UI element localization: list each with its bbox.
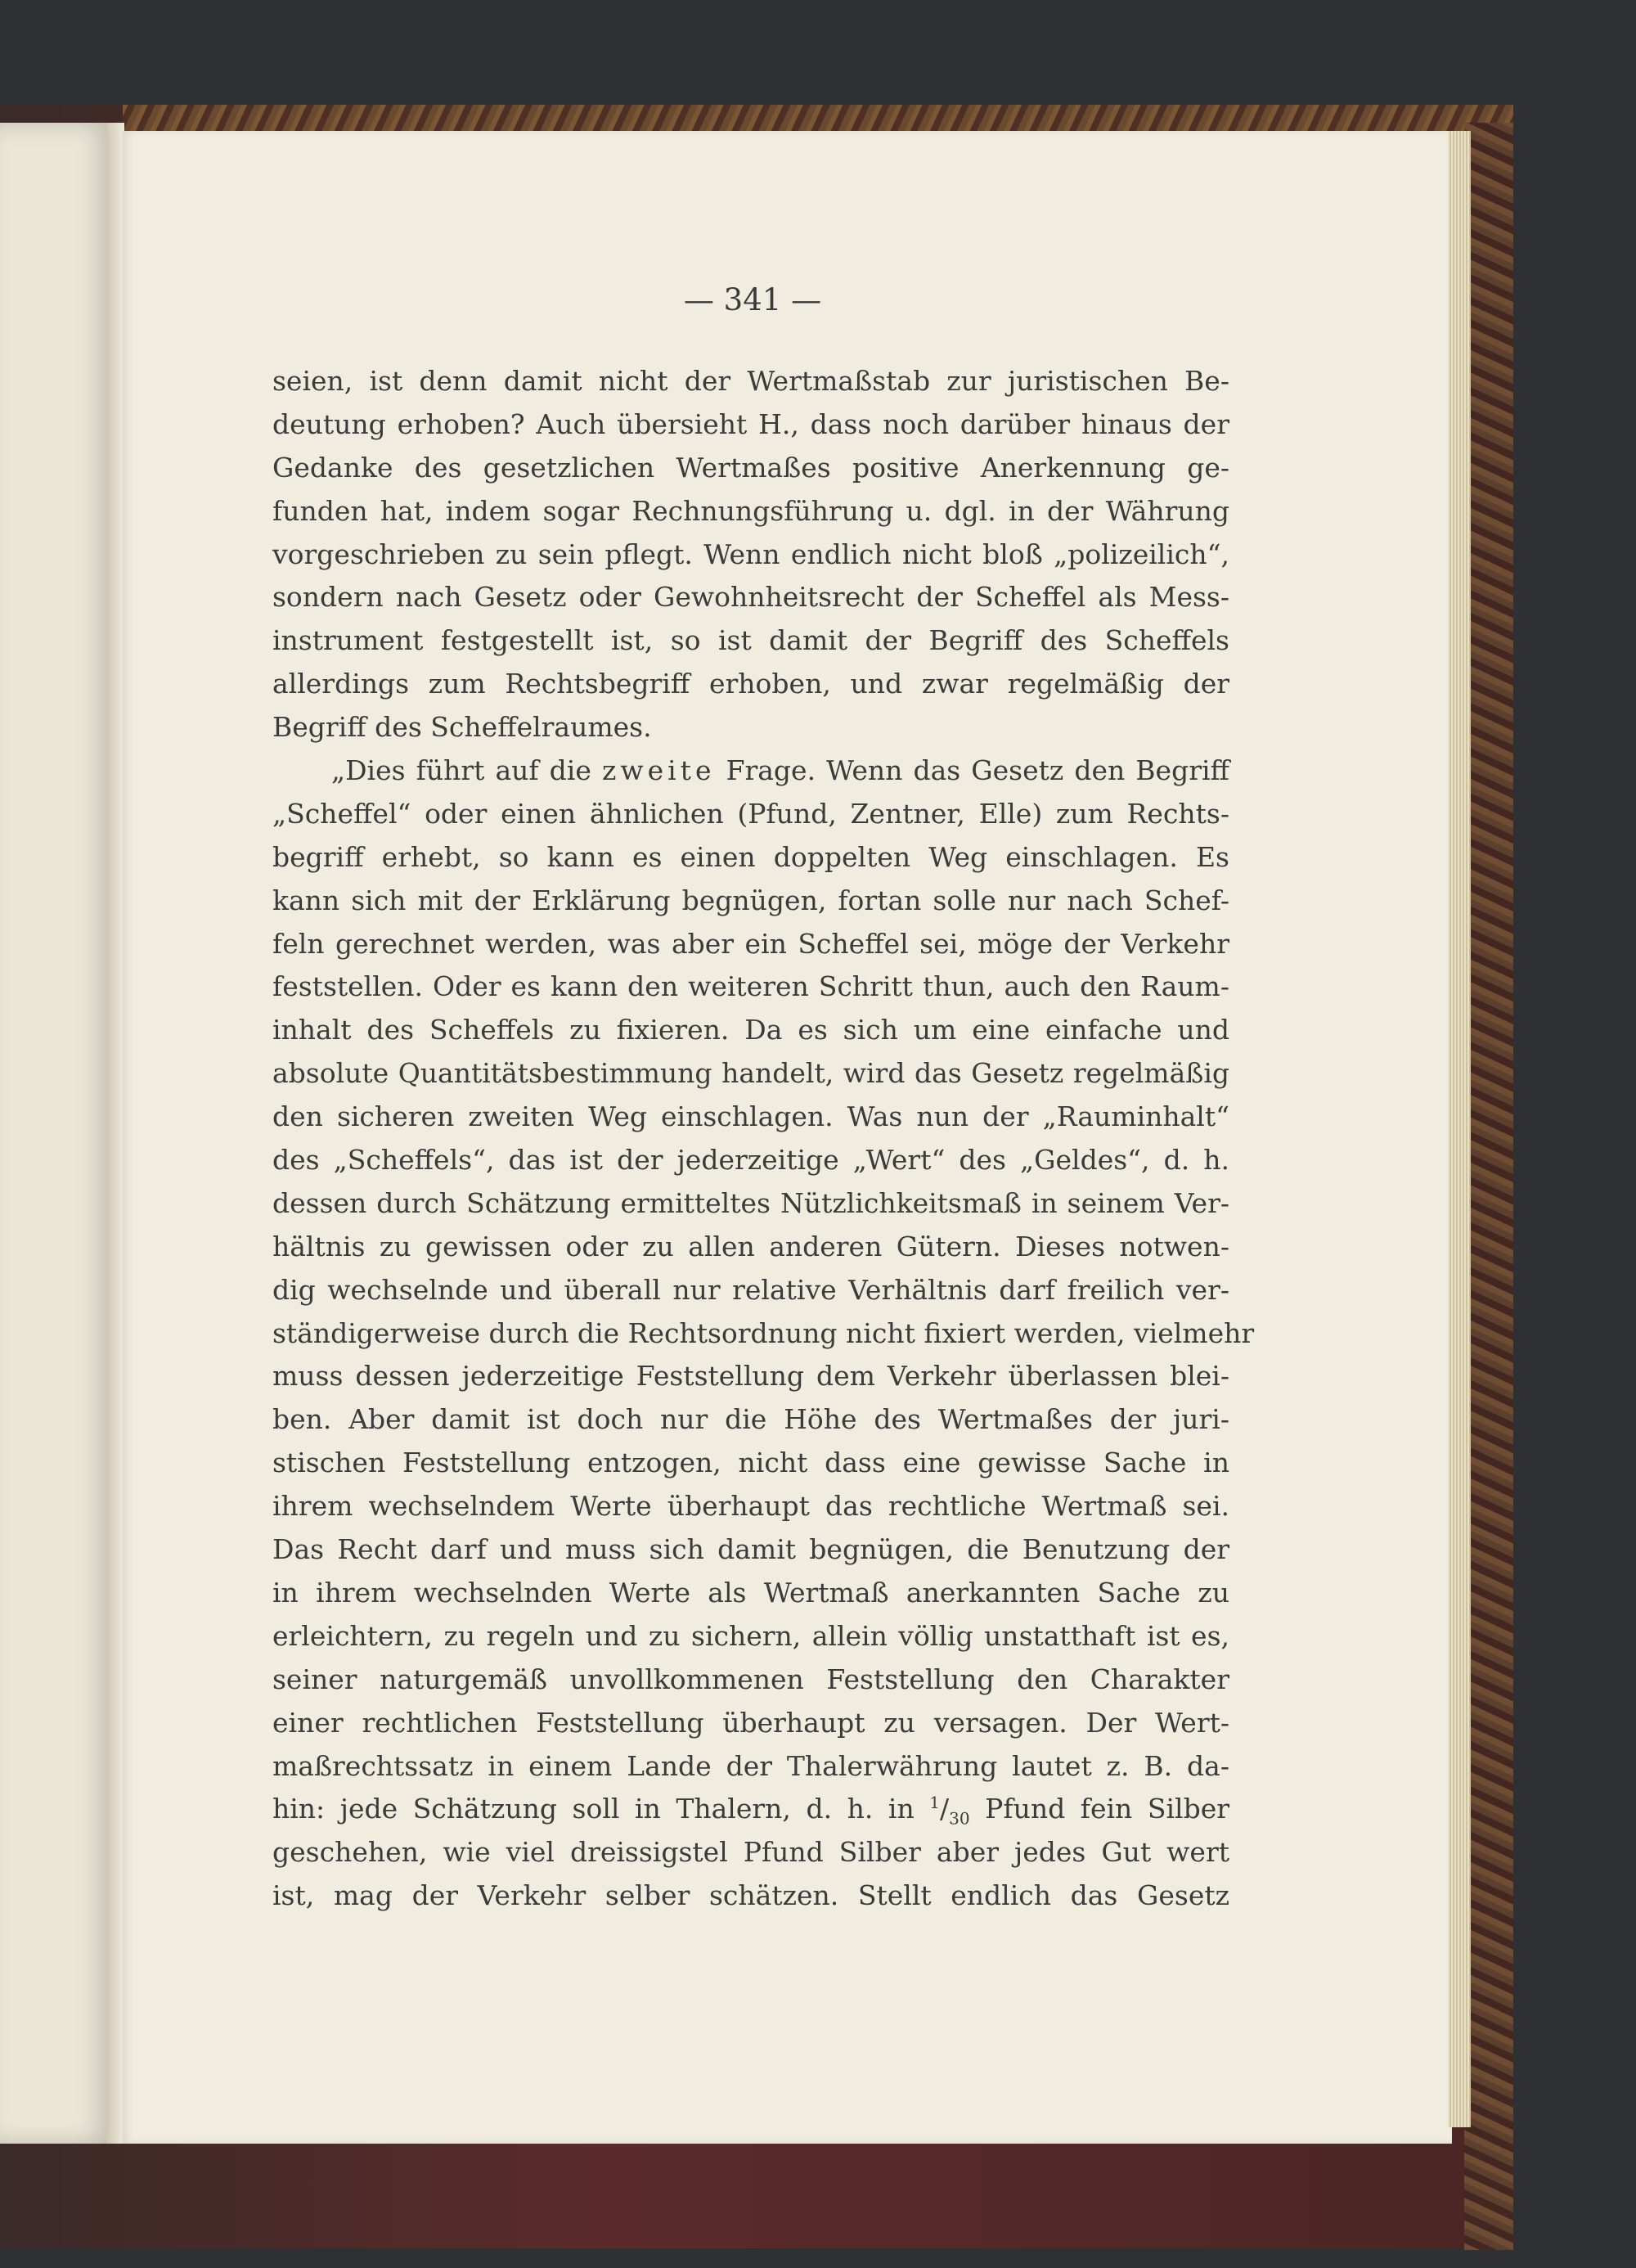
- text-line: „Scheffel“ oder einen ähnlichen (Pfund, Zentner, Elle) zum Rechts-: [272, 797, 1229, 830]
- marbled-right-edge: [1464, 123, 1513, 2250]
- text-line: begriff erhebt, so kann es einen doppelten Weg einschlagen. Es: [272, 840, 1229, 873]
- text-line: ist, mag der Verkehr selber schätzen. Stellt endlich das Gesetz: [272, 1879, 1229, 1912]
- text-line: funden hat, indem sogar Rechnungsführung u. dgl. in der Währung: [272, 494, 1229, 527]
- page-edges: [1448, 131, 1471, 2127]
- text-line: ben. Aber damit ist doch nur die Höhe des Wertmaßes der juri-: [272, 1403, 1229, 1436]
- text-line: des „Scheffels“, das ist der jederzeitige „Wert“ des „Geldes“, d. h.: [272, 1144, 1229, 1177]
- text-line: Das Recht darf und muss sich damit begnügen, die Benutzung der: [272, 1533, 1229, 1566]
- emphasized-word: zweite: [601, 754, 716, 787]
- text-line: instrument festgestellt ist, so ist damit der Begriff des Scheffels: [272, 624, 1229, 657]
- page-number: — 341 —: [683, 282, 822, 317]
- text-line: den sicheren zweiten Weg einschlagen. Was nun der „Rauminhalt“: [272, 1100, 1229, 1133]
- text-line: Begriff des Scheffelraumes.: [272, 711, 652, 744]
- text-line: absolute Quantitätsbestimmung handelt, wird das Gesetz regelmäßig: [272, 1057, 1229, 1090]
- text-line: vorgeschrieben zu sein pflegt. Wenn endlich nicht bloß „polizeilich“,: [272, 538, 1229, 570]
- text-line: dig wechselnde und überall nur relative Verhältnis darf freilich ver-: [272, 1273, 1229, 1306]
- text-line: deutung erhoben? Auch übersieht H., dass noch darüber hinaus der: [272, 407, 1229, 440]
- text-line: geschehen, wie viel dreissigstel Pfund Silber aber jedes Gut wert: [272, 1836, 1229, 1869]
- text-segment: „Dies führt auf die: [331, 754, 591, 787]
- book-gutter: [106, 123, 124, 2144]
- text-line: muss dessen jederzeitige Feststellung dem Verkehr überlassen blei-: [272, 1360, 1229, 1393]
- text-line: dessen durch Schätzung ermitteltes Nützlichkeitsmaß in seinem Ver-: [272, 1186, 1229, 1219]
- text-line: hältnis zu gewissen oder zu allen anderen Gütern. Dieses notwen-: [272, 1230, 1229, 1262]
- text-line: erleichtern, zu regeln und zu sichern, allein völlig unstatthaft ist es,: [272, 1619, 1229, 1652]
- text-segment: Pfund fein Silber: [985, 1793, 1229, 1825]
- fraction-denominator: 30: [949, 1808, 970, 1829]
- text-line: ihrem wechselndem Werte überhaupt das rechtliche Wertmaß sei.: [272, 1490, 1229, 1523]
- text-line: maßrechtssatz in einem Lande der Thalerwährung lautet z. B. da-: [272, 1749, 1229, 1782]
- text-line: in ihrem wechselnden Werte als Wertmaß anerkannten Sache zu: [272, 1576, 1229, 1609]
- body-text: [272, 360, 1255, 1918]
- left-page-edge: [0, 123, 115, 2144]
- text-line: feststellen. Oder es kann den weiteren Schritt thun, auch den Raum-: [272, 970, 1229, 1003]
- text-line: allerdings zum Rechtsbegriff erhoben, und zwar regelmäßig der: [272, 668, 1229, 700]
- text-line: [272, 749, 1229, 793]
- text-line: inhalt des Scheffels zu fixieren. Da es sich um eine einfache und: [272, 1014, 1229, 1046]
- text-line: einer rechtlichen Feststellung überhaupt zu versagen. Der Wert-: [272, 1706, 1229, 1739]
- text-line: seiner naturgemäß unvollkommenen Feststellung den Charakter: [272, 1663, 1229, 1695]
- fraction-numerator: 1: [929, 1793, 941, 1813]
- text-line: stischen Feststellung entzogen, nicht dass eine gewisse Sache in: [272, 1447, 1229, 1479]
- text-line: feln gerechnet werden, was aber ein Scheffel sei, möge der Verkehr: [272, 927, 1229, 960]
- text-line: seien, ist denn damit nicht der Wertmaßstab zur juristischen Be-: [272, 365, 1229, 397]
- text-line: kann sich mit der Erklärung begnügen, fortan solle nur nach Schef-: [272, 884, 1229, 916]
- text-segment: hin: jede Schätzung soll in Thalern, d. h. in: [272, 1793, 915, 1825]
- text-line: hin: jede Schätzung soll in Thalern, d. h. in $^1/_{30}$ Pfund fein Silber: [272, 1793, 1229, 1829]
- text-segment: Frage. Wenn das Gesetz den Begriff: [726, 754, 1229, 787]
- text-line: Gedanke des gesetzlichen Wertmaßes positive Anerkennung ge-: [272, 451, 1229, 484]
- text-line: sondern nach Gesetz oder Gewohnheitsrecht der Scheffel als Mess-: [272, 581, 1229, 614]
- text-line: ständigerweise durch die Rechtsordnung nicht fixiert werden, vielmehr: [272, 1316, 1255, 1349]
